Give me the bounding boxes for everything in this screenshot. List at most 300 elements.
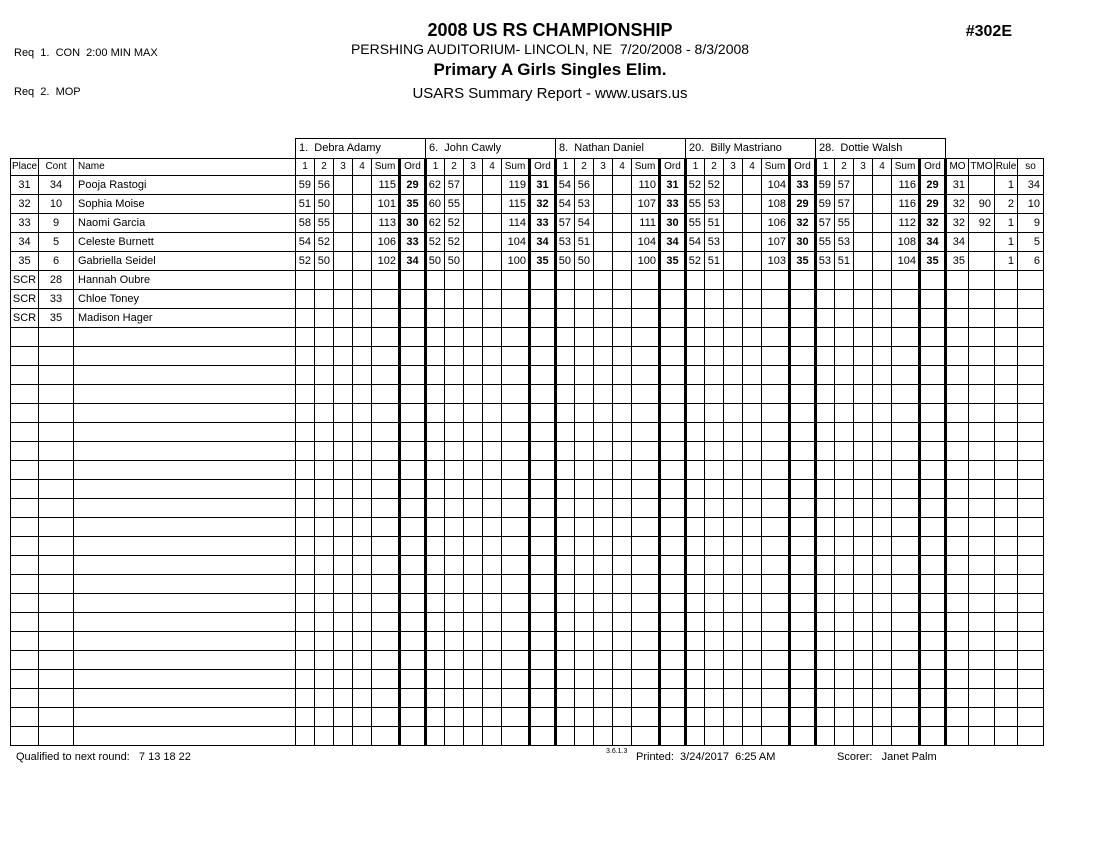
score-cell: [854, 404, 873, 423]
mo-cell: [946, 461, 969, 480]
score-cell: [464, 214, 483, 233]
score-cell: [353, 689, 372, 708]
score-cell: [873, 556, 892, 575]
score-cell: [445, 537, 464, 556]
so-cell: [1018, 290, 1044, 309]
sum-cell: 112: [892, 214, 920, 233]
place-cell: [11, 366, 39, 385]
tmo-cell: [969, 176, 995, 195]
score-cell: [575, 347, 594, 366]
score-cell: [724, 423, 743, 442]
sum-cell: [632, 575, 660, 594]
result-row: [11, 252, 1044, 271]
score-cell: [334, 309, 353, 328]
score-cell: [743, 632, 762, 651]
score-cell: [334, 461, 353, 480]
summary-table: [10, 138, 1044, 746]
score-cell: 57: [556, 214, 575, 233]
ord-cell: 32: [790, 214, 816, 233]
place-cell: [11, 423, 39, 442]
score-cell: [854, 385, 873, 404]
place-cell: [11, 594, 39, 613]
rule-cell: 1: [995, 176, 1018, 195]
score-cell: [613, 480, 632, 499]
score-cell: [686, 651, 705, 670]
ord-cell: [920, 727, 946, 746]
score-cell: [353, 670, 372, 689]
name-cell: Naomi Garcia: [74, 214, 296, 233]
score-cell: [445, 670, 464, 689]
score-cell: [556, 689, 575, 708]
sum-cell: 100: [502, 252, 530, 271]
score-cell: [353, 385, 372, 404]
ord-cell: [790, 651, 816, 670]
place-cell: [11, 461, 39, 480]
empty-row: [11, 575, 1044, 594]
sum-cell: [502, 442, 530, 461]
score-cell: [296, 480, 315, 499]
so-cell: [1018, 480, 1044, 499]
sum-cell: [502, 727, 530, 746]
tmo-cell: [969, 670, 995, 689]
score-cell: [575, 309, 594, 328]
tmo-cell: [969, 385, 995, 404]
ord-cell: [920, 594, 946, 613]
score-cell: [594, 271, 613, 290]
score-cell: [315, 461, 334, 480]
score-cell: 50: [575, 252, 594, 271]
cont-cell: [39, 366, 74, 385]
ord-cell: [660, 594, 686, 613]
score-cell: [334, 480, 353, 499]
score-cell: [854, 214, 873, 233]
empty-row: [11, 442, 1044, 461]
ord-cell: 35: [660, 252, 686, 271]
score-cell: [353, 613, 372, 632]
sum-cell: 102: [372, 252, 400, 271]
left-spacer-cell: [11, 139, 296, 159]
score-cell: [873, 366, 892, 385]
score-cell: [594, 613, 613, 632]
score-cell: [594, 575, 613, 594]
sum-cell: [502, 271, 530, 290]
score-cell: [556, 651, 575, 670]
rule-cell: [995, 442, 1018, 461]
sum-cell: [762, 423, 790, 442]
ord-cell: [530, 480, 556, 499]
so-cell: [1018, 727, 1044, 746]
tmo-cell: [969, 309, 995, 328]
tmo-cell: 92: [969, 214, 995, 233]
sum-cell: [502, 347, 530, 366]
score-cell: [445, 366, 464, 385]
sum-cell: [892, 404, 920, 423]
score-cell: [353, 480, 372, 499]
sum-cell: [762, 575, 790, 594]
score-cell: [575, 404, 594, 423]
score-cell: [724, 309, 743, 328]
score-cell: [334, 594, 353, 613]
sum-cell: 110: [632, 176, 660, 195]
score-cell: [705, 309, 724, 328]
sum-cell: [632, 347, 660, 366]
sum-cell: [762, 290, 790, 309]
rule-cell: [995, 727, 1018, 746]
score-cell: [575, 575, 594, 594]
ord-cell: [920, 404, 946, 423]
score-cell: 58: [296, 214, 315, 233]
score-cell: [743, 499, 762, 518]
score-cell: [743, 404, 762, 423]
score-cell: [315, 309, 334, 328]
name-cell: [74, 385, 296, 404]
score-cell: 62: [426, 214, 445, 233]
score-cell: [724, 594, 743, 613]
judge-name-cell: 8. Nathan Daniel: [556, 139, 686, 159]
score-cell: [445, 708, 464, 727]
rule-cell: [995, 309, 1018, 328]
sum-cell: [892, 499, 920, 518]
score-cell: [315, 613, 334, 632]
cont-cell: 6: [39, 252, 74, 271]
sum-cell: [632, 518, 660, 537]
sum-cell: 107: [632, 195, 660, 214]
score-cell: [296, 651, 315, 670]
score-cell: [705, 594, 724, 613]
place-cell: [11, 613, 39, 632]
cont-cell: [39, 347, 74, 366]
sum-cell: [632, 423, 660, 442]
sum-cell: [632, 537, 660, 556]
sum-cell: [892, 480, 920, 499]
score-cell: [724, 518, 743, 537]
ord-cell: [790, 613, 816, 632]
sum-cell: 111: [632, 214, 660, 233]
score-cell: [816, 366, 835, 385]
score-cell: [464, 708, 483, 727]
score-cell: [854, 328, 873, 347]
ord-header-cell: Ord: [530, 159, 556, 176]
score-cell: [873, 670, 892, 689]
req-line-1: Req 1. CON 2:00 MIN MAX: [14, 47, 158, 59]
score-cell: [705, 442, 724, 461]
score-cell: [353, 252, 372, 271]
sum-cell: [632, 480, 660, 499]
place-cell: [11, 480, 39, 499]
cont-cell: 10: [39, 195, 74, 214]
sum-cell: [372, 385, 400, 404]
ord-cell: [790, 461, 816, 480]
sum-cell: [892, 727, 920, 746]
ord-cell: [660, 670, 686, 689]
score-cell: [854, 252, 873, 271]
mo-cell: [946, 727, 969, 746]
tmo-cell: [969, 347, 995, 366]
score-cell: [464, 537, 483, 556]
score-cell: [854, 366, 873, 385]
rule-cell: [995, 480, 1018, 499]
score-cell: [854, 575, 873, 594]
tmo-cell: [969, 499, 995, 518]
ord-cell: [400, 366, 426, 385]
score-cell: [353, 328, 372, 347]
ord-cell: [530, 689, 556, 708]
score-cell: [705, 461, 724, 480]
ord-cell: [400, 328, 426, 347]
place-header-cell: Place: [11, 159, 39, 176]
tmo-cell: [969, 594, 995, 613]
name-cell: [74, 651, 296, 670]
score-cell: [705, 708, 724, 727]
tmo-cell: [969, 442, 995, 461]
score-cell: 53: [705, 195, 724, 214]
ord-cell: [530, 328, 556, 347]
place-cell: 32: [11, 195, 39, 214]
ord-cell: 29: [400, 176, 426, 195]
score-cell: [296, 404, 315, 423]
score-cell: [426, 328, 445, 347]
mo-header-cell: MO: [946, 159, 969, 176]
ord-cell: [920, 423, 946, 442]
score-cell: [854, 499, 873, 518]
score-cell: [556, 594, 575, 613]
score-cell: [816, 689, 835, 708]
score-cell: [816, 480, 835, 499]
score-cell: [334, 290, 353, 309]
ord-cell: 35: [530, 252, 556, 271]
score-cell: [835, 575, 854, 594]
rule-cell: [995, 290, 1018, 309]
score-cell: [353, 518, 372, 537]
sum-cell: [762, 708, 790, 727]
mo-cell: [946, 632, 969, 651]
score-cell: [686, 727, 705, 746]
so-cell: [1018, 613, 1044, 632]
score-cell: [816, 518, 835, 537]
mo-cell: [946, 480, 969, 499]
score-cell: [556, 613, 575, 632]
score-cell: [724, 252, 743, 271]
score-cell: [613, 328, 632, 347]
score-cell: [724, 214, 743, 233]
score-cell: [296, 632, 315, 651]
score-cell: [816, 385, 835, 404]
score-cell: [816, 423, 835, 442]
score-cell: [426, 347, 445, 366]
sum-cell: [762, 670, 790, 689]
score-cell: [724, 708, 743, 727]
score-cell: [556, 727, 575, 746]
place-cell: 31: [11, 176, 39, 195]
score-cell: [353, 309, 372, 328]
score-cell: [594, 708, 613, 727]
ord-cell: [530, 271, 556, 290]
score-cell: [854, 632, 873, 651]
score-cell: [835, 328, 854, 347]
so-cell: [1018, 442, 1044, 461]
score-cell: [594, 727, 613, 746]
ord-cell: [660, 689, 686, 708]
score-cell: [835, 499, 854, 518]
mark-header-cell: 1: [556, 159, 575, 176]
sum-header-cell: Sum: [892, 159, 920, 176]
mo-cell: [946, 385, 969, 404]
so-cell: [1018, 594, 1044, 613]
score-cell: [724, 575, 743, 594]
score-cell: [464, 252, 483, 271]
score-cell: [575, 594, 594, 613]
tmo-cell: [969, 328, 995, 347]
score-cell: [464, 518, 483, 537]
rule-cell: 1: [995, 233, 1018, 252]
score-cell: [854, 461, 873, 480]
sum-cell: [762, 651, 790, 670]
cont-cell: [39, 575, 74, 594]
score-cell: [464, 575, 483, 594]
score-cell: [556, 328, 575, 347]
rule-cell: [995, 689, 1018, 708]
so-cell: [1018, 689, 1044, 708]
score-cell: [816, 461, 835, 480]
score-cell: [594, 366, 613, 385]
score-cell: [686, 518, 705, 537]
score-cell: [724, 290, 743, 309]
place-cell: [11, 385, 39, 404]
score-cell: [296, 689, 315, 708]
score-cell: 57: [835, 176, 854, 195]
score-cell: [613, 689, 632, 708]
score-cell: [743, 480, 762, 499]
score-cell: [835, 651, 854, 670]
score-cell: [426, 708, 445, 727]
score-cell: [594, 442, 613, 461]
score-cell: [686, 480, 705, 499]
tmo-cell: [969, 632, 995, 651]
ord-cell: [920, 689, 946, 708]
score-cell: [556, 271, 575, 290]
result-row: [11, 309, 1044, 328]
rule-cell: [995, 632, 1018, 651]
score-cell: [483, 271, 502, 290]
score-cell: [594, 670, 613, 689]
score-cell: [743, 651, 762, 670]
score-cell: [426, 518, 445, 537]
score-cell: 51: [575, 233, 594, 252]
score-cell: [315, 499, 334, 518]
ord-cell: [660, 727, 686, 746]
score-cell: [353, 290, 372, 309]
score-cell: [613, 290, 632, 309]
mo-cell: 34: [946, 233, 969, 252]
name-cell: [74, 518, 296, 537]
score-cell: [334, 689, 353, 708]
ord-cell: [530, 347, 556, 366]
ord-cell: [920, 499, 946, 518]
ord-cell: [790, 328, 816, 347]
ord-cell: [920, 480, 946, 499]
mo-cell: [946, 309, 969, 328]
score-cell: [686, 537, 705, 556]
score-cell: [334, 214, 353, 233]
score-cell: [315, 651, 334, 670]
empty-row: [11, 347, 1044, 366]
score-cell: [873, 594, 892, 613]
ord-cell: [920, 442, 946, 461]
ord-cell: [920, 366, 946, 385]
ord-cell: 29: [790, 195, 816, 214]
score-cell: [816, 575, 835, 594]
score-cell: [873, 252, 892, 271]
score-cell: [426, 727, 445, 746]
ord-cell: [530, 309, 556, 328]
score-cell: [483, 214, 502, 233]
place-cell: [11, 499, 39, 518]
ord-cell: [920, 670, 946, 689]
score-cell: [705, 328, 724, 347]
score-cell: [594, 499, 613, 518]
name-cell: [74, 347, 296, 366]
score-cell: [296, 290, 315, 309]
score-cell: [575, 727, 594, 746]
ord-cell: [790, 423, 816, 442]
mo-cell: 32: [946, 195, 969, 214]
score-cell: [426, 556, 445, 575]
score-cell: [724, 537, 743, 556]
score-cell: [426, 480, 445, 499]
score-cell: [334, 271, 353, 290]
score-cell: [296, 575, 315, 594]
score-cell: [705, 556, 724, 575]
score-cell: [594, 328, 613, 347]
score-cell: [873, 499, 892, 518]
score-cell: [445, 423, 464, 442]
event-name: Primary A Girls Singles Elim.: [433, 60, 667, 79]
score-cell: [334, 575, 353, 594]
score-cell: [743, 271, 762, 290]
score-cell: [483, 594, 502, 613]
sum-cell: [632, 385, 660, 404]
mo-cell: [946, 689, 969, 708]
score-cell: [464, 309, 483, 328]
score-cell: [483, 252, 502, 271]
score-cell: [426, 385, 445, 404]
score-cell: [724, 347, 743, 366]
sum-cell: [372, 271, 400, 290]
sum-cell: [502, 404, 530, 423]
name-cell: [74, 404, 296, 423]
empty-row: [11, 423, 1044, 442]
score-cell: [464, 651, 483, 670]
score-cell: [556, 461, 575, 480]
score-cell: [334, 385, 353, 404]
sum-cell: 106: [762, 214, 790, 233]
ord-cell: [790, 290, 816, 309]
score-cell: [464, 670, 483, 689]
sum-cell: [632, 366, 660, 385]
score-cell: [575, 651, 594, 670]
tmo-cell: [969, 727, 995, 746]
result-row: [11, 290, 1044, 309]
score-cell: [315, 556, 334, 575]
score-cell: 50: [315, 252, 334, 271]
name-cell: [74, 670, 296, 689]
cont-cell: [39, 423, 74, 442]
ord-cell: [660, 556, 686, 575]
score-cell: [873, 613, 892, 632]
sum-cell: [502, 309, 530, 328]
score-cell: [613, 385, 632, 404]
sum-cell: [762, 347, 790, 366]
